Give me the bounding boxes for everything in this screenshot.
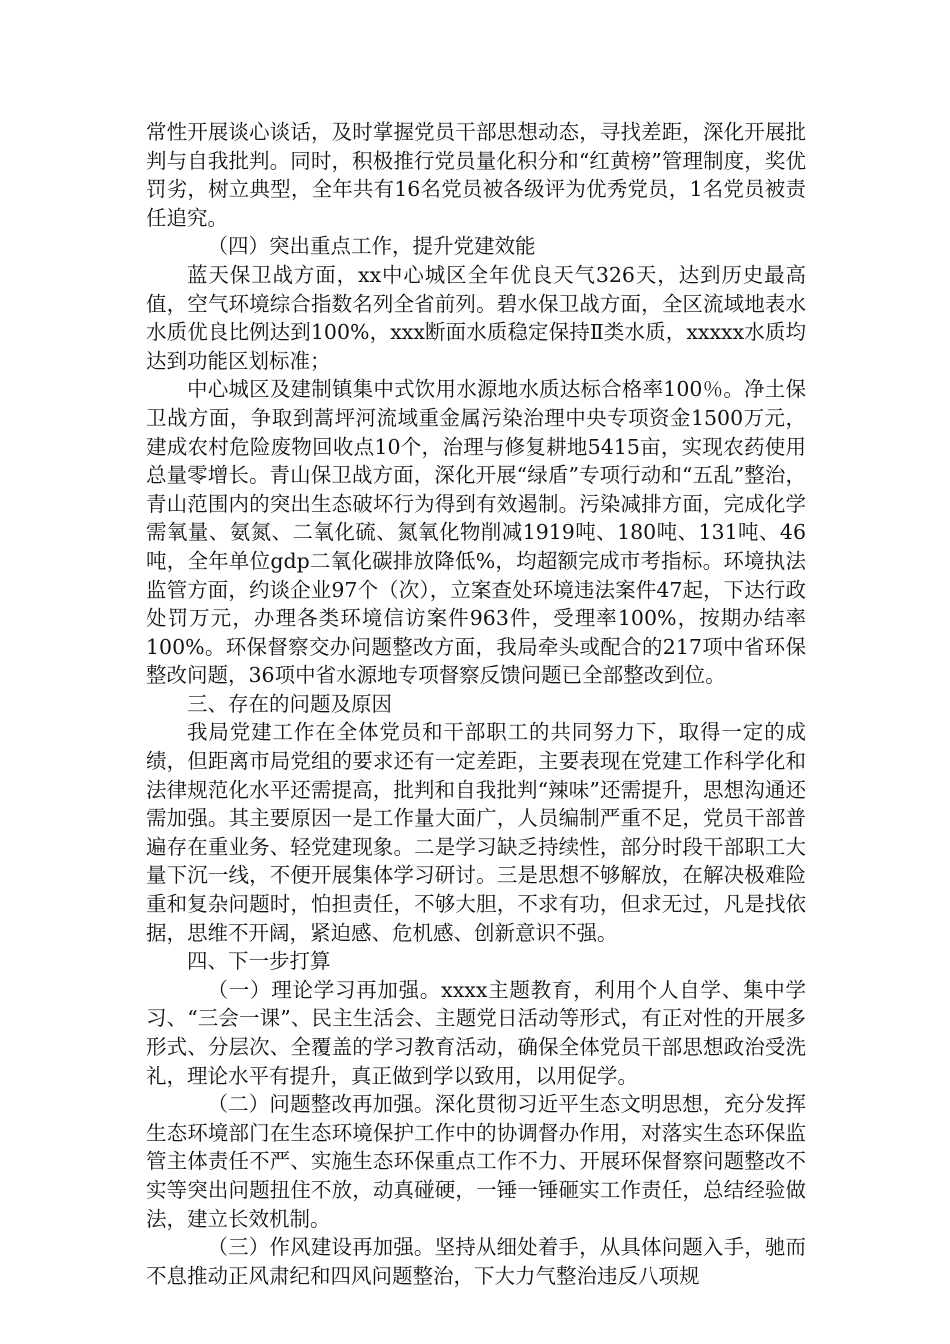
paragraph-problem-rectification: （二）问题整改再加强。深化贯彻习近平生态文明思想，充分发挥生态环境部门在生态环境保护工作中的协调督办作用，对落实生态环保监管主体责任不严、实施生态环保重点工作不力、开展环保督察问题整改不实等突出问题扭住不放，动真碰硬，一锤一锤砸实工作责任，总结经验做法，建立长效机制。 bbox=[146, 1092, 806, 1231]
paragraph-work-style: （三）作风建设再加强。坚持从细处着手，从具体问题入手，驰而不息推动正风肃纪和四风问题整治，下大力气整治违反八项规 bbox=[146, 1235, 806, 1288]
subheading-key-work: （四）突出重点工作，提升党建效能 bbox=[207, 234, 536, 259]
paragraph-party-member-management: 常性开展谈心谈话，及时掌握党员干部思想动态，寻找差距，深化开展批判与自我批判。同时，积极推行党员量化积分和“红黄榜”管理制度，奖优罚劣，树立典型，全年共有16名党员被各级评为优秀党员，1名党员被责任追究。 bbox=[146, 120, 806, 230]
paragraph-theory-study: （一）理论学习再加强。xxxx主题教育，利用个人自学、集中学习、“三会一课”、民主生活会、主题党日活动等形式，有正对性的开展多形式、分层次、全覆盖的学习教育活动，确保全体党员干部思想政治受洗礼，理论水平有提升，真正做到学以致用，以用促学。 bbox=[146, 977, 806, 1088]
section-heading-problems: 三、存在的问题及原因 bbox=[187, 691, 392, 716]
paragraph-blue-sky-clear-water: 蓝天保卫战方面，xx中心城区全年优良天气326天，达到历史最高值，空气环境综合指数名列全省前列。碧水保卫战方面，全区流域地表水水质优良比例达到100%，xxx断面水质稳定保持Ⅱ类水质，xxxxx水质均达到功能区划标准； bbox=[146, 262, 806, 373]
paragraph-clean-soil-emissions: 中心城区及建制镇集中式饮用水源地水质达标合格率100％。净土保卫战方面，争取到蒿坪河流域重金属污染治理中央专项资金1500万元，建成农村危险废物回收点10个，治理与修复耕地5415亩，实现农药使用总量零增长。青山保卫战方面，深化开展“绿盾”专项行动和“五乱”整治，青山范围内的突出生态破坏行为得到有效遏制。污染减排方面，完成化学需氧量、氨氮、二氧化硫、氮氧化物削减1919吨、180吨、131吨、46吨，全年单位gdp二氧化碳排放降低%，均超额完成市考指标。环境执法监管方面，约谈企业97个（次），立案查处环境违法案件47起，下达行政处罚万元，办理各类环境信访案件963件，受理率100%，按期办结率100%。环保督察交办问题整改方面，我局牵头或配合的217项中省环保整改问题，36项中省水源地专项督察反馈问题已全部整改到位。 bbox=[146, 377, 806, 688]
paragraph-problems-causes: 我局党建工作在全体党员和干部职工的共同努力下，取得一定的成绩，但距离市局党组的要求还有一定差距，主要表现在党建工作科学化和法律规范化水平还需提高，批判和自我批判“辣味”还需提升，思想沟通还需加强。其主要原因一是工作量大面广，人员编制严重不足，党员干部普遍存在重业务、轻党建现象。二是学习缺乏持续性，部分时段干部职工大量下沉一线，不便开展集体学习研讨。三是思想不够解放，在解决极难险重和复杂问题时，怕担责任，不够大胆，不求有功，但求无过，凡是找依据，思维不开阔，紧迫感、危机感、创新意识不强。 bbox=[146, 720, 806, 945]
section-heading-next-steps: 四、下一步打算 bbox=[187, 949, 331, 974]
document-body bbox=[146, 118, 806, 1290]
